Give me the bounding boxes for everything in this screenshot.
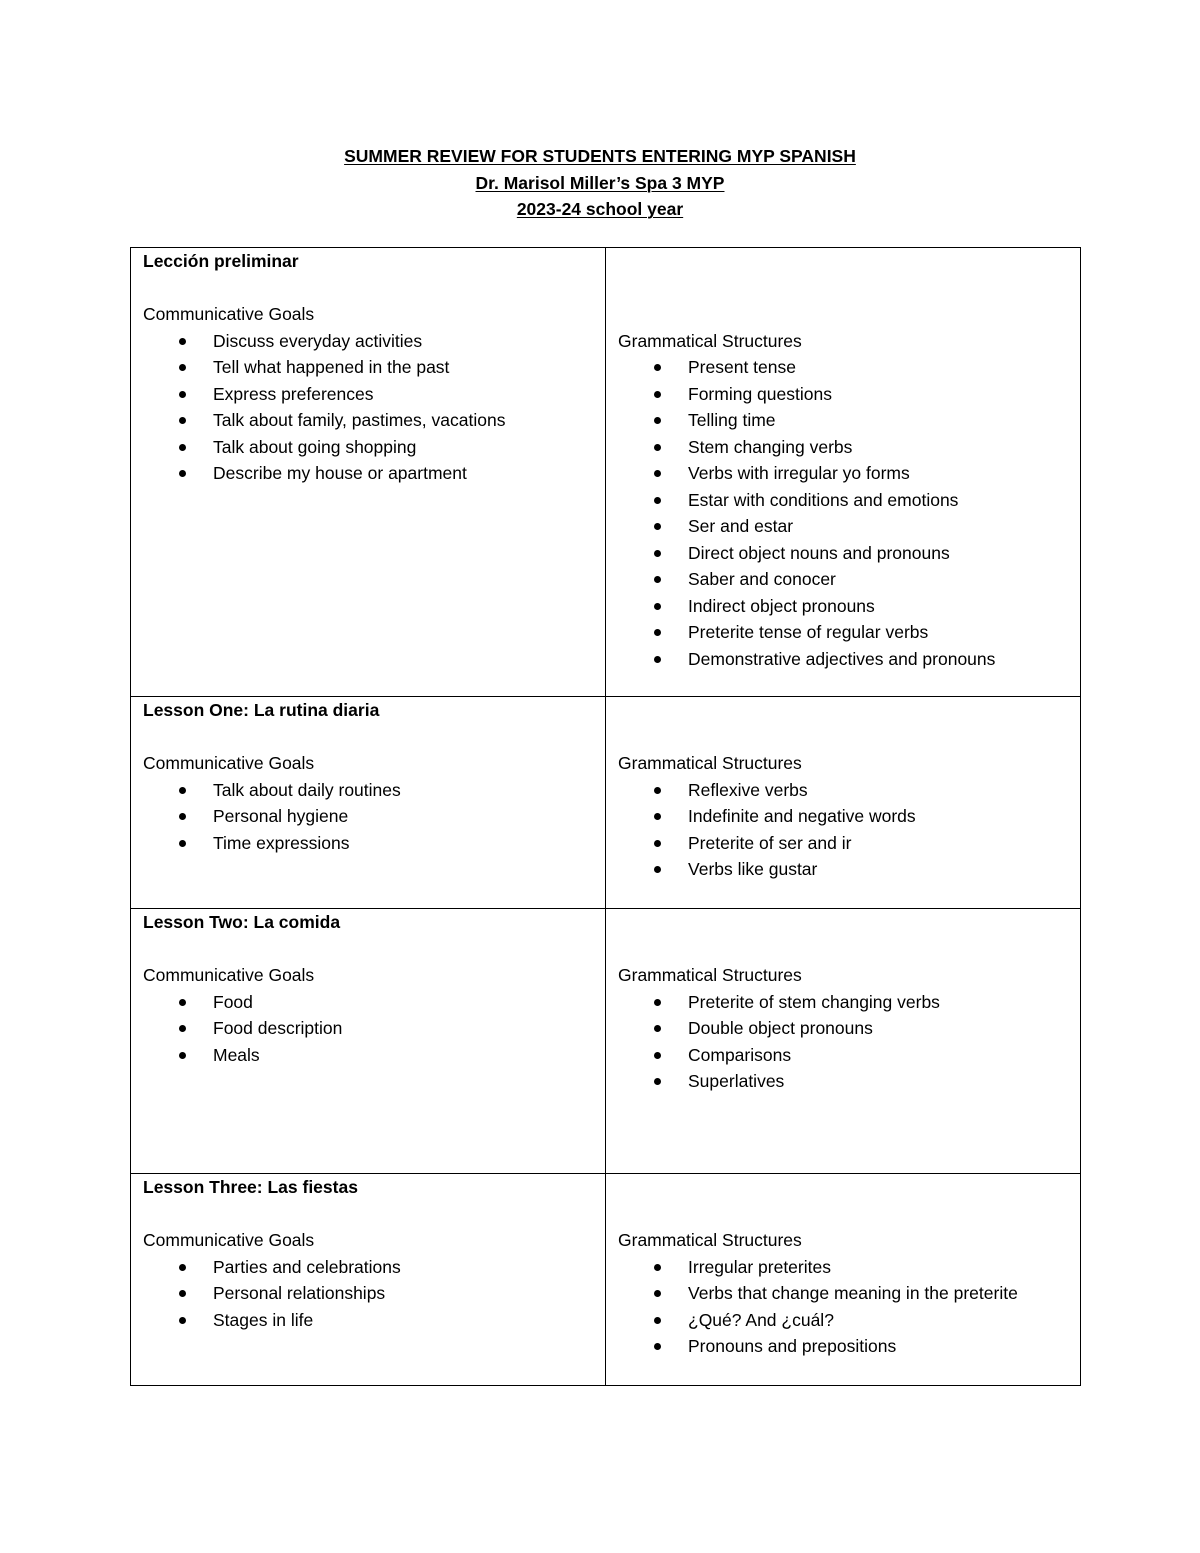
lesson-row-two — [131, 909, 1081, 1174]
list-item: Stages in life — [143, 1307, 605, 1334]
list-item: Verbs that change meaning in the preterite — [618, 1280, 1080, 1307]
structures-list — [618, 354, 1080, 672]
list-item: Talk about daily routines — [143, 777, 605, 804]
list-item: Indefinite and negative words — [618, 803, 1080, 830]
list-item: ¿Qué? And ¿cuál? — [618, 1307, 1080, 1334]
list-item: Food — [143, 989, 605, 1016]
lesson-title: Lesson Three: Las fiestas — [143, 1177, 358, 1197]
document-title: SUMMER REVIEW FOR STUDENTS ENTERING MYP SPANISH — [344, 146, 856, 166]
list-item: Saber and conocer — [618, 566, 1080, 593]
list-item: Ser and estar — [618, 513, 1080, 540]
goals-cell — [131, 1174, 606, 1386]
structures-cell — [606, 697, 1081, 909]
goals-label: Communicative Goals — [143, 304, 315, 324]
list-item: Food description — [143, 1015, 605, 1042]
list-item: Express preferences — [143, 381, 605, 408]
goals-cell — [131, 697, 606, 909]
lesson-title: Lesson Two: La comida — [143, 912, 341, 932]
list-item: Irregular preterites — [618, 1254, 1080, 1281]
structures-label: Grammatical Structures — [618, 330, 802, 351]
structures-cell — [606, 1174, 1081, 1386]
list-item: Demonstrative adjectives and pronouns — [618, 646, 1080, 673]
list-item: Tell what happened in the past — [143, 354, 605, 381]
list-item: Present tense — [618, 354, 1080, 381]
goals-label: Communicative Goals — [143, 965, 315, 985]
list-item: Describe my house or apartment — [143, 460, 605, 487]
list-item: Verbs with irregular yo forms — [618, 460, 1080, 487]
lesson-row-three — [131, 1174, 1081, 1386]
list-item: Preterite of ser and ir — [618, 830, 1080, 857]
structures-label: Grammatical Structures — [618, 965, 802, 985]
list-item: Comparisons — [618, 1042, 1080, 1069]
list-item: Estar with conditions and emotions — [618, 487, 1080, 514]
structures-cell — [606, 248, 1081, 697]
list-item: Indirect object pronouns — [618, 593, 1080, 620]
goals-list — [143, 989, 605, 1069]
list-item: Time expressions — [143, 830, 605, 857]
lesson-row-preliminar — [131, 248, 1081, 697]
goals-list — [143, 328, 605, 487]
document-header — [0, 143, 1200, 223]
structures-list — [618, 777, 1080, 883]
list-item: Talk about going shopping — [143, 434, 605, 461]
structures-cell — [606, 909, 1081, 1174]
list-item: Personal hygiene — [143, 803, 605, 830]
lesson-row-one — [131, 697, 1081, 909]
goals-label: Communicative Goals — [143, 1230, 315, 1250]
structures-list — [618, 989, 1080, 1095]
structures-label: Grammatical Structures — [618, 1230, 802, 1250]
list-item: Talk about family, pastimes, vacations — [143, 407, 605, 434]
list-item: Forming questions — [618, 381, 1080, 408]
list-item: Telling time — [618, 407, 1080, 434]
list-item: Preterite of stem changing verbs — [618, 989, 1080, 1016]
lesson-title: Lesson One: La rutina diaria — [143, 700, 380, 720]
structures-label: Grammatical Structures — [618, 753, 802, 773]
list-item: Personal relationships — [143, 1280, 605, 1307]
lessons-table — [130, 247, 1081, 1386]
list-item: Parties and celebrations — [143, 1254, 605, 1281]
list-item: Stem changing verbs — [618, 434, 1080, 461]
list-item: Meals — [143, 1042, 605, 1069]
document-subtitle-teacher: Dr. Marisol Miller’s Spa 3 MYP — [475, 172, 725, 193]
list-item: Superlatives — [618, 1068, 1080, 1095]
goals-cell — [131, 248, 606, 697]
list-item: Discuss everyday activities — [143, 328, 605, 355]
document-subtitle-year: 2023-24 school year — [516, 199, 684, 219]
list-item: Pronouns and prepositions — [618, 1333, 1080, 1360]
list-item: Verbs like gustar — [618, 856, 1080, 883]
structures-list — [618, 1254, 1080, 1360]
list-item: Preterite tense of regular verbs — [618, 619, 1080, 646]
goals-cell — [131, 909, 606, 1174]
list-item: Direct object nouns and pronouns — [618, 540, 1080, 567]
goals-list — [143, 1254, 605, 1334]
goals-label: Communicative Goals — [143, 753, 315, 773]
lesson-title: Lección preliminar — [143, 251, 299, 271]
list-item: Reflexive verbs — [618, 777, 1080, 804]
goals-list — [143, 777, 605, 857]
list-item: Double object pronouns — [618, 1015, 1080, 1042]
